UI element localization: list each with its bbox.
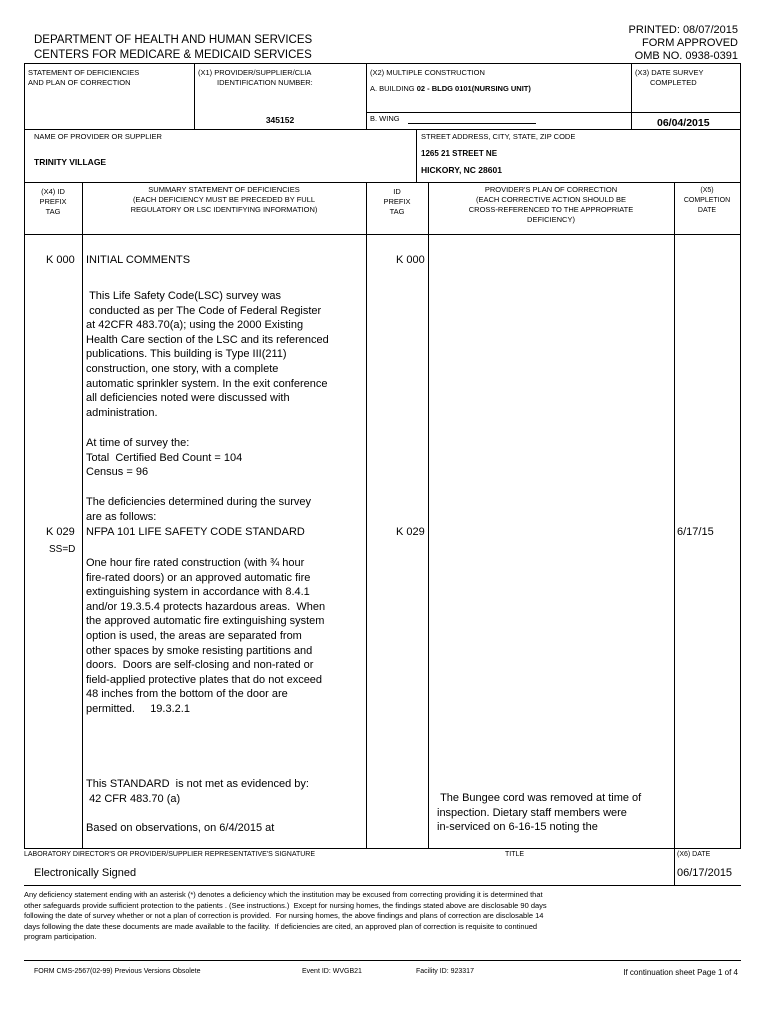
provider-name: TRINITY VILLAGE xyxy=(34,157,107,167)
plan-header-2: (EACH CORRECTIVE ACTION SHOULD BE xyxy=(475,195,627,204)
x1-label-2: IDENTIFICATION NUMBER: xyxy=(217,78,313,87)
building-label: A. BUILDING xyxy=(370,84,415,93)
x2-label: (X2) MULTIPLE CONSTRUCTION xyxy=(370,68,485,77)
electronic-signature: Electronically Signed xyxy=(34,867,137,879)
deficiencies-intro: The deficiencies determined during the survey are as follows: xyxy=(86,496,312,523)
title-label: TITLE xyxy=(505,851,525,858)
form-id: FORM CMS-2567(02-99) Previous Versions Obsolete xyxy=(34,968,201,975)
rule xyxy=(631,63,632,129)
rule xyxy=(366,112,631,113)
rule xyxy=(740,63,741,848)
printed-date: PRINTED: 08/07/2015 xyxy=(628,24,738,36)
plan-of-correction-text: The Bungee cord was removed at time of inspection. Dietary staff members were in-serviced on 6-16-15 noting the xyxy=(437,792,642,834)
k000-heading: INITIAL COMMENTS xyxy=(86,254,191,266)
rule xyxy=(416,129,417,182)
census-info: At time of survey the: Total Certified Bed Count = 104 Census = 96 xyxy=(86,437,243,479)
x3-label-2: COMPLETED xyxy=(650,78,697,87)
page-indicator: If continuation sheet Page 1 of 4 xyxy=(623,968,738,977)
statement-label: STATEMENT OF DEFICIENCIES xyxy=(28,68,140,77)
rule xyxy=(674,182,675,848)
signature-date: 06/17/2015 xyxy=(677,867,733,879)
x5-label-3: DATE xyxy=(697,207,717,214)
wing-underline xyxy=(408,123,536,124)
provider-name-label: NAME OF PROVIDER OR SUPPLIER xyxy=(34,132,162,141)
k029-completion-date: 6/17/15 xyxy=(677,526,714,538)
rule xyxy=(366,182,367,848)
observation-start: Based on observations, on 6/4/2015 at xyxy=(86,822,275,834)
signature-label: LABORATORY DIRECTOR'S OR PROVIDER/SUPPLIER REPRESENTATIVE'S SIGNATURE xyxy=(24,851,316,858)
k029-tag-right: K 029 xyxy=(396,526,425,538)
id-label: ID xyxy=(393,187,401,196)
omb-number: OMB NO. 0938-0391 xyxy=(634,50,738,62)
summary-header-3: REGULATORY OR LSC IDENTIFYING INFORMATION) xyxy=(130,205,318,214)
x5-label: (X5) xyxy=(700,187,714,194)
rule xyxy=(674,848,675,885)
address-label: STREET ADDRESS, CITY, STATE, ZIP CODE xyxy=(421,132,576,141)
plan-header-3: CROSS-REFERENCED TO THE APPROPRIATE xyxy=(468,205,634,214)
x6-date-label: (X6) DATE xyxy=(677,851,711,858)
k000-tag-right: K 000 xyxy=(396,254,425,266)
x4-label-2: PREFIX xyxy=(39,197,67,206)
rule xyxy=(428,182,429,848)
rule xyxy=(24,234,741,235)
survey-description: This Life Safety Code(LSC) survey was conducted as per The Code of Federal Register at 42CFR 483.70(a); using the 2000 Existing Health Care section of the LSC and its referenced publications. This building is Type III(211) construction, one story, with a complete automatic sprinkler system. In the exit conference all deficiencies noted were discussed with administration. xyxy=(86,290,329,419)
disclaimer: Any deficiency statement ending with an asterisk (*) denotes a deficiency which the institution may be excused from correcting providing it is determined that other safeguards provide sufficient protection to the patients . (See instructions.) Except for nursing homes, the findings stated above are disclosable 90 days following the date of survey whether or not a plan of correction is provided. For nursing homes, the above findings and plans of correction are disclosable 14 days following the date these documents are made available to the facility. If deficiencies are cited, an approved plan of correction is requisite to continued program participation. xyxy=(24,890,547,941)
rule xyxy=(24,129,741,130)
rule xyxy=(24,885,741,886)
form-approved: FORM APPROVED xyxy=(642,37,738,49)
footer-rule xyxy=(24,960,741,961)
id-label-3: TAG xyxy=(389,207,405,216)
wing-label: B. WING xyxy=(370,114,400,123)
rule xyxy=(24,848,741,849)
id-label-2: PREFIX xyxy=(383,197,411,206)
plan-header-4: DEFICIENCY) xyxy=(527,215,575,224)
rule xyxy=(24,63,741,64)
rule xyxy=(82,182,83,848)
statement-label-2: AND PLAN OF CORRECTION xyxy=(28,78,131,87)
rule xyxy=(24,182,741,183)
street-address: 1265 21 STREET NE xyxy=(421,149,498,158)
rule xyxy=(366,63,367,129)
x1-label: (X1) PROVIDER/SUPPLIER/CLIA xyxy=(198,68,312,77)
survey-date: 06/04/2015 xyxy=(657,117,710,129)
summary-header: SUMMARY STATEMENT OF DEFICIENCIES xyxy=(148,185,300,194)
facility-id: Facility ID: 923317 xyxy=(416,968,474,975)
k029-heading: NFPA 101 LIFE SAFETY CODE STANDARD xyxy=(86,526,305,538)
provider-id: 345152 xyxy=(265,115,295,125)
event-id: Event ID: WVGB21 xyxy=(302,968,362,975)
plan-header: PROVIDER'S PLAN OF CORRECTION xyxy=(484,185,618,194)
agency-title: CENTERS FOR MEDICARE & MEDICAID SERVICES xyxy=(34,49,312,61)
k000-tag: K 000 xyxy=(46,254,75,266)
city-state-zip: HICKORY, NC 28601 xyxy=(421,165,502,175)
x5-label-2: COMPLETION xyxy=(683,197,731,204)
scope-severity: SS=D xyxy=(49,544,76,555)
standard-text: One hour fire rated construction (with ¾ hour fire-rated doors) or an approved automatic fire extinguishing system in accordance with 8.4.1 and/or 19.3.5.4 protects hazardous areas. When the approved automatic fire extinguishing system option is used, the areas are separated from other spaces by smoke resisting partitions and doors. Doors are self-closing and non-rated or field-applied protective plates that do not exceed 48 inches from the bottom of the door are permitted. 19.3.2.1 xyxy=(86,557,326,715)
rule xyxy=(24,63,25,848)
building-value: 02 - BLDG 0101(NURSING UNIT) xyxy=(416,84,531,93)
k029-tag: K 029 xyxy=(46,526,75,538)
x4-label: (X4) ID xyxy=(41,187,65,196)
summary-header-2: (EACH DEFICIENCY MUST BE PRECEDED BY FULL xyxy=(132,195,316,204)
x4-label-3: TAG xyxy=(45,207,61,216)
department-title: DEPARTMENT OF HEALTH AND HUMAN SERVICES xyxy=(34,34,313,46)
not-met-statement: This STANDARD is not met as evidenced by: 42 CFR 483.70 (a) xyxy=(86,778,309,805)
rule xyxy=(631,112,741,113)
x3-label: (X3) DATE SURVEY xyxy=(635,68,704,77)
